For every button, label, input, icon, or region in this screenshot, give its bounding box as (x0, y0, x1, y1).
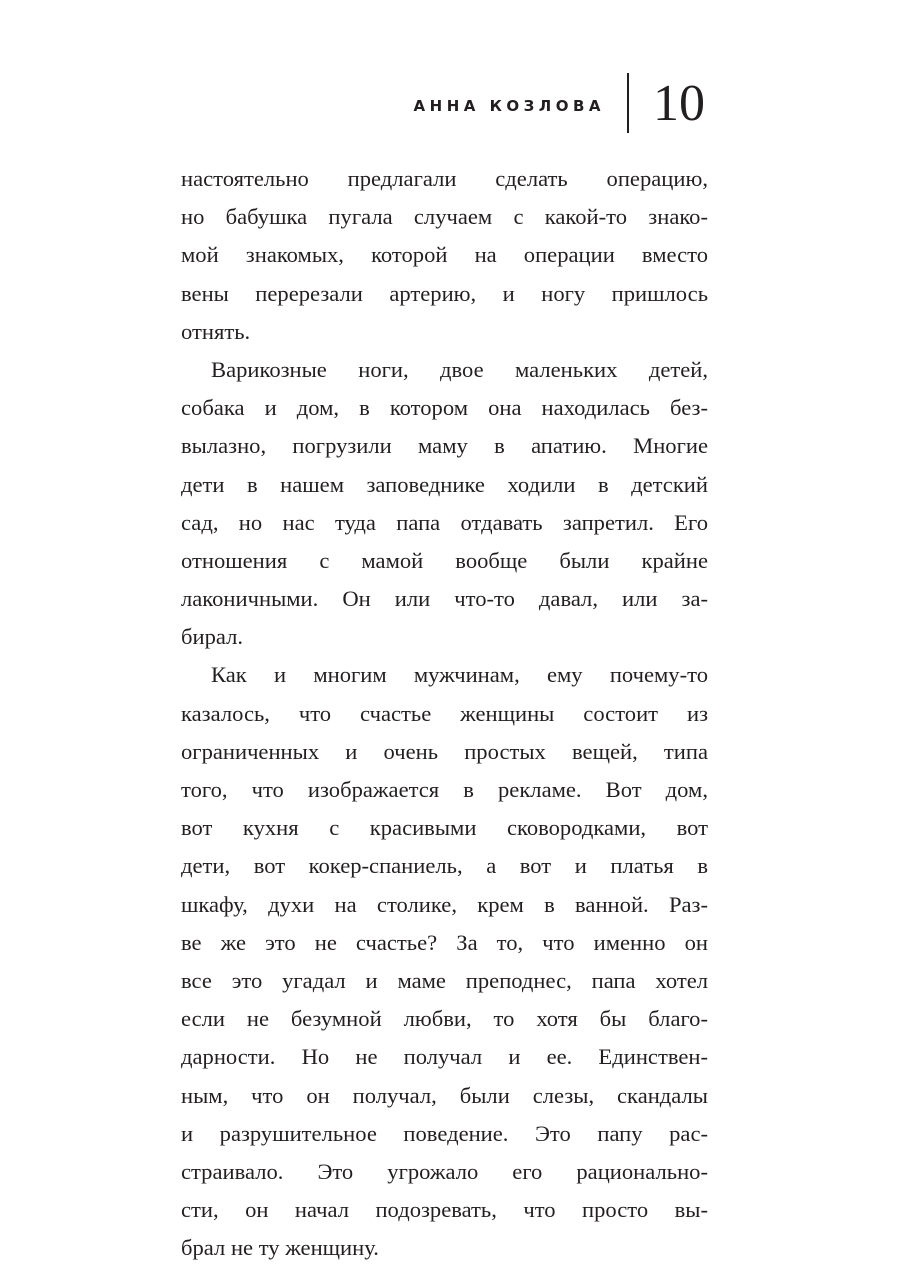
text-line: дети в нашем заповеднике ходили в детский (181, 471, 708, 497)
author-name: АННА КОЗЛОВА (413, 97, 605, 115)
page-number: 10 (653, 75, 705, 132)
text-line: того, что изображается в рекламе. Вот дом, (181, 777, 708, 802)
text-line: ве же это не счастье? За то, что именно он (181, 929, 708, 955)
text-line: сад, но нас туда папа отдавать запретил. Его (181, 509, 708, 535)
body-text (181, 160, 708, 1267)
text-line: Варикозные ноги, двое маленьких детей, (211, 356, 708, 382)
text-line: собака и дом, в котором она находилась без- (181, 395, 708, 421)
text-line: дети, вот кокер-спаниель, а вот и платья в (181, 853, 708, 879)
text-line: лаконичными. Он или что-то давал, или за- (181, 586, 708, 612)
text-line: вены перерезали артерию, и ногу пришлось (181, 280, 708, 306)
text-line: вот кухня с красивыми сковородками, вот (181, 815, 708, 841)
header-divider (627, 73, 629, 133)
text-line: все это угадал и маме преподнес, папа хотел (181, 967, 708, 993)
text-line: брал не ту женщину. (181, 1235, 379, 1261)
text-line: страивало. Это угрожало его рациональнo- (181, 1158, 708, 1184)
text-line: настоятельно предлагали сделать операцию, (181, 166, 708, 191)
text-line: но бабушка пугала случаем с какой-то знако- (181, 204, 708, 230)
text-line: вылазно, погрузили маму в апатию. Многие (181, 433, 708, 459)
text-line: отношения с мамой вообще были крайне (181, 547, 708, 573)
text-line: ным, что он получал, были слезы, скандалы (181, 1082, 708, 1108)
text-line: шкафу, духи на столике, крем в ванной. Раз- (181, 891, 708, 917)
text-line: и разрушительное поведение. Это папу рас- (181, 1120, 708, 1146)
text-line: если не безумной любви, то хотя бы благо- (181, 1006, 708, 1032)
text-line: Как и многим мужчинам, ему почему-то (211, 662, 708, 688)
text-line: казалось, что счастье женщины состоит из (181, 700, 708, 726)
text-line: сти, он начал подозревать, что просто вы- (181, 1197, 708, 1223)
running-head (414, 72, 705, 134)
text-line: бирал. (181, 624, 244, 650)
text-line: отнять. (181, 318, 251, 344)
text-line: дарности. Но не получал и ее. Единствен- (181, 1044, 708, 1070)
text-line: мой знакомых, которой на операции вместо (181, 242, 708, 268)
text-line: ограниченных и очень простых вещей, типа (181, 738, 708, 764)
